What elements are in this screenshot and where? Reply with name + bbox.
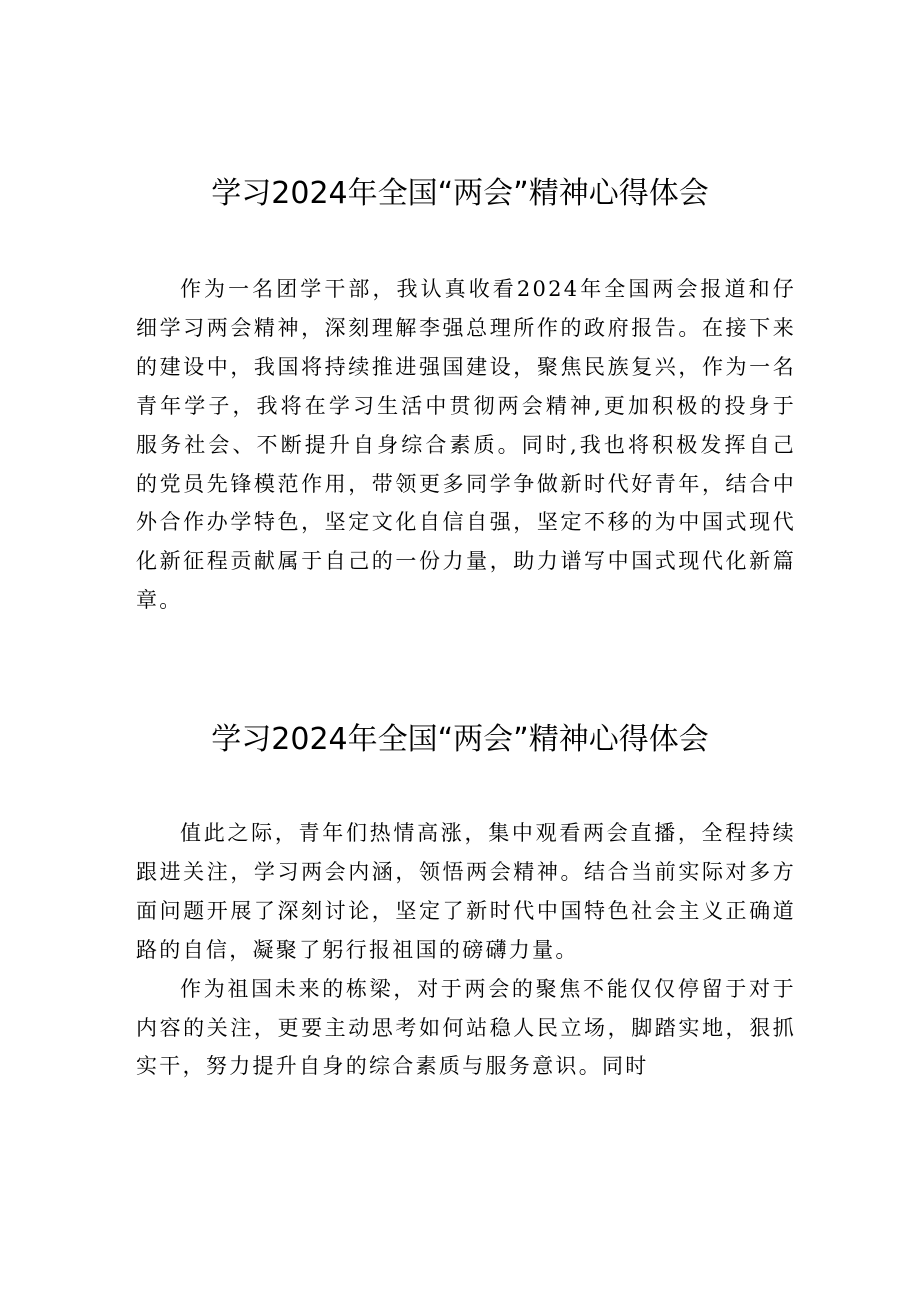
section-body [136,814,796,1086]
paragraph: 作为祖国未来的栋梁，对于两会的聚焦不能仅仅停留于对于内容的关注，更要主动思考如何站稳人民立场，脚踏实地，狠抓实干，努力提升自身的综合素质与服务意识。同时 [136,976,796,1079]
paragraph: 作为一名团学干部，我认真收看2024年全国两会报道和仔细学习两会精神，深刻理解李强总理所作的政府报告。在接下来的建设中，我国将持续推进强国建设，聚焦民族复兴，作为一名青年学子，我将在学习生活中贯彻两会精神,更加积极的投身于服务社会、不断提升自身综合素质。同时,我也将积极发挥自己的党员先锋模范作用，带领更多同学争做新时代好青年，结合中外合作办学特色，坚定文化自信自强，坚定不移的为中国式现代化新征程贡献属于自己的一份力量，助力谱写中国式现代化新篇章。 [136,277,796,613]
section-body [136,270,796,620]
paragraph: 值此之际，青年们热情高涨，集中观看两会直播，全程持续跟进关注，学习两会内涵，领悟两会精神。结合当前实际对多方面问题开展了深刻讨论，坚定了新时代中国特色社会主义正确道路的自信，凝聚了躬行报祖国的磅礴力量。 [136,821,796,962]
section-title: 学习2024年全国“两会”精神心得体会 [211,176,709,211]
section-title: 学习2024年全国“两会”精神心得体会 [211,722,709,757]
